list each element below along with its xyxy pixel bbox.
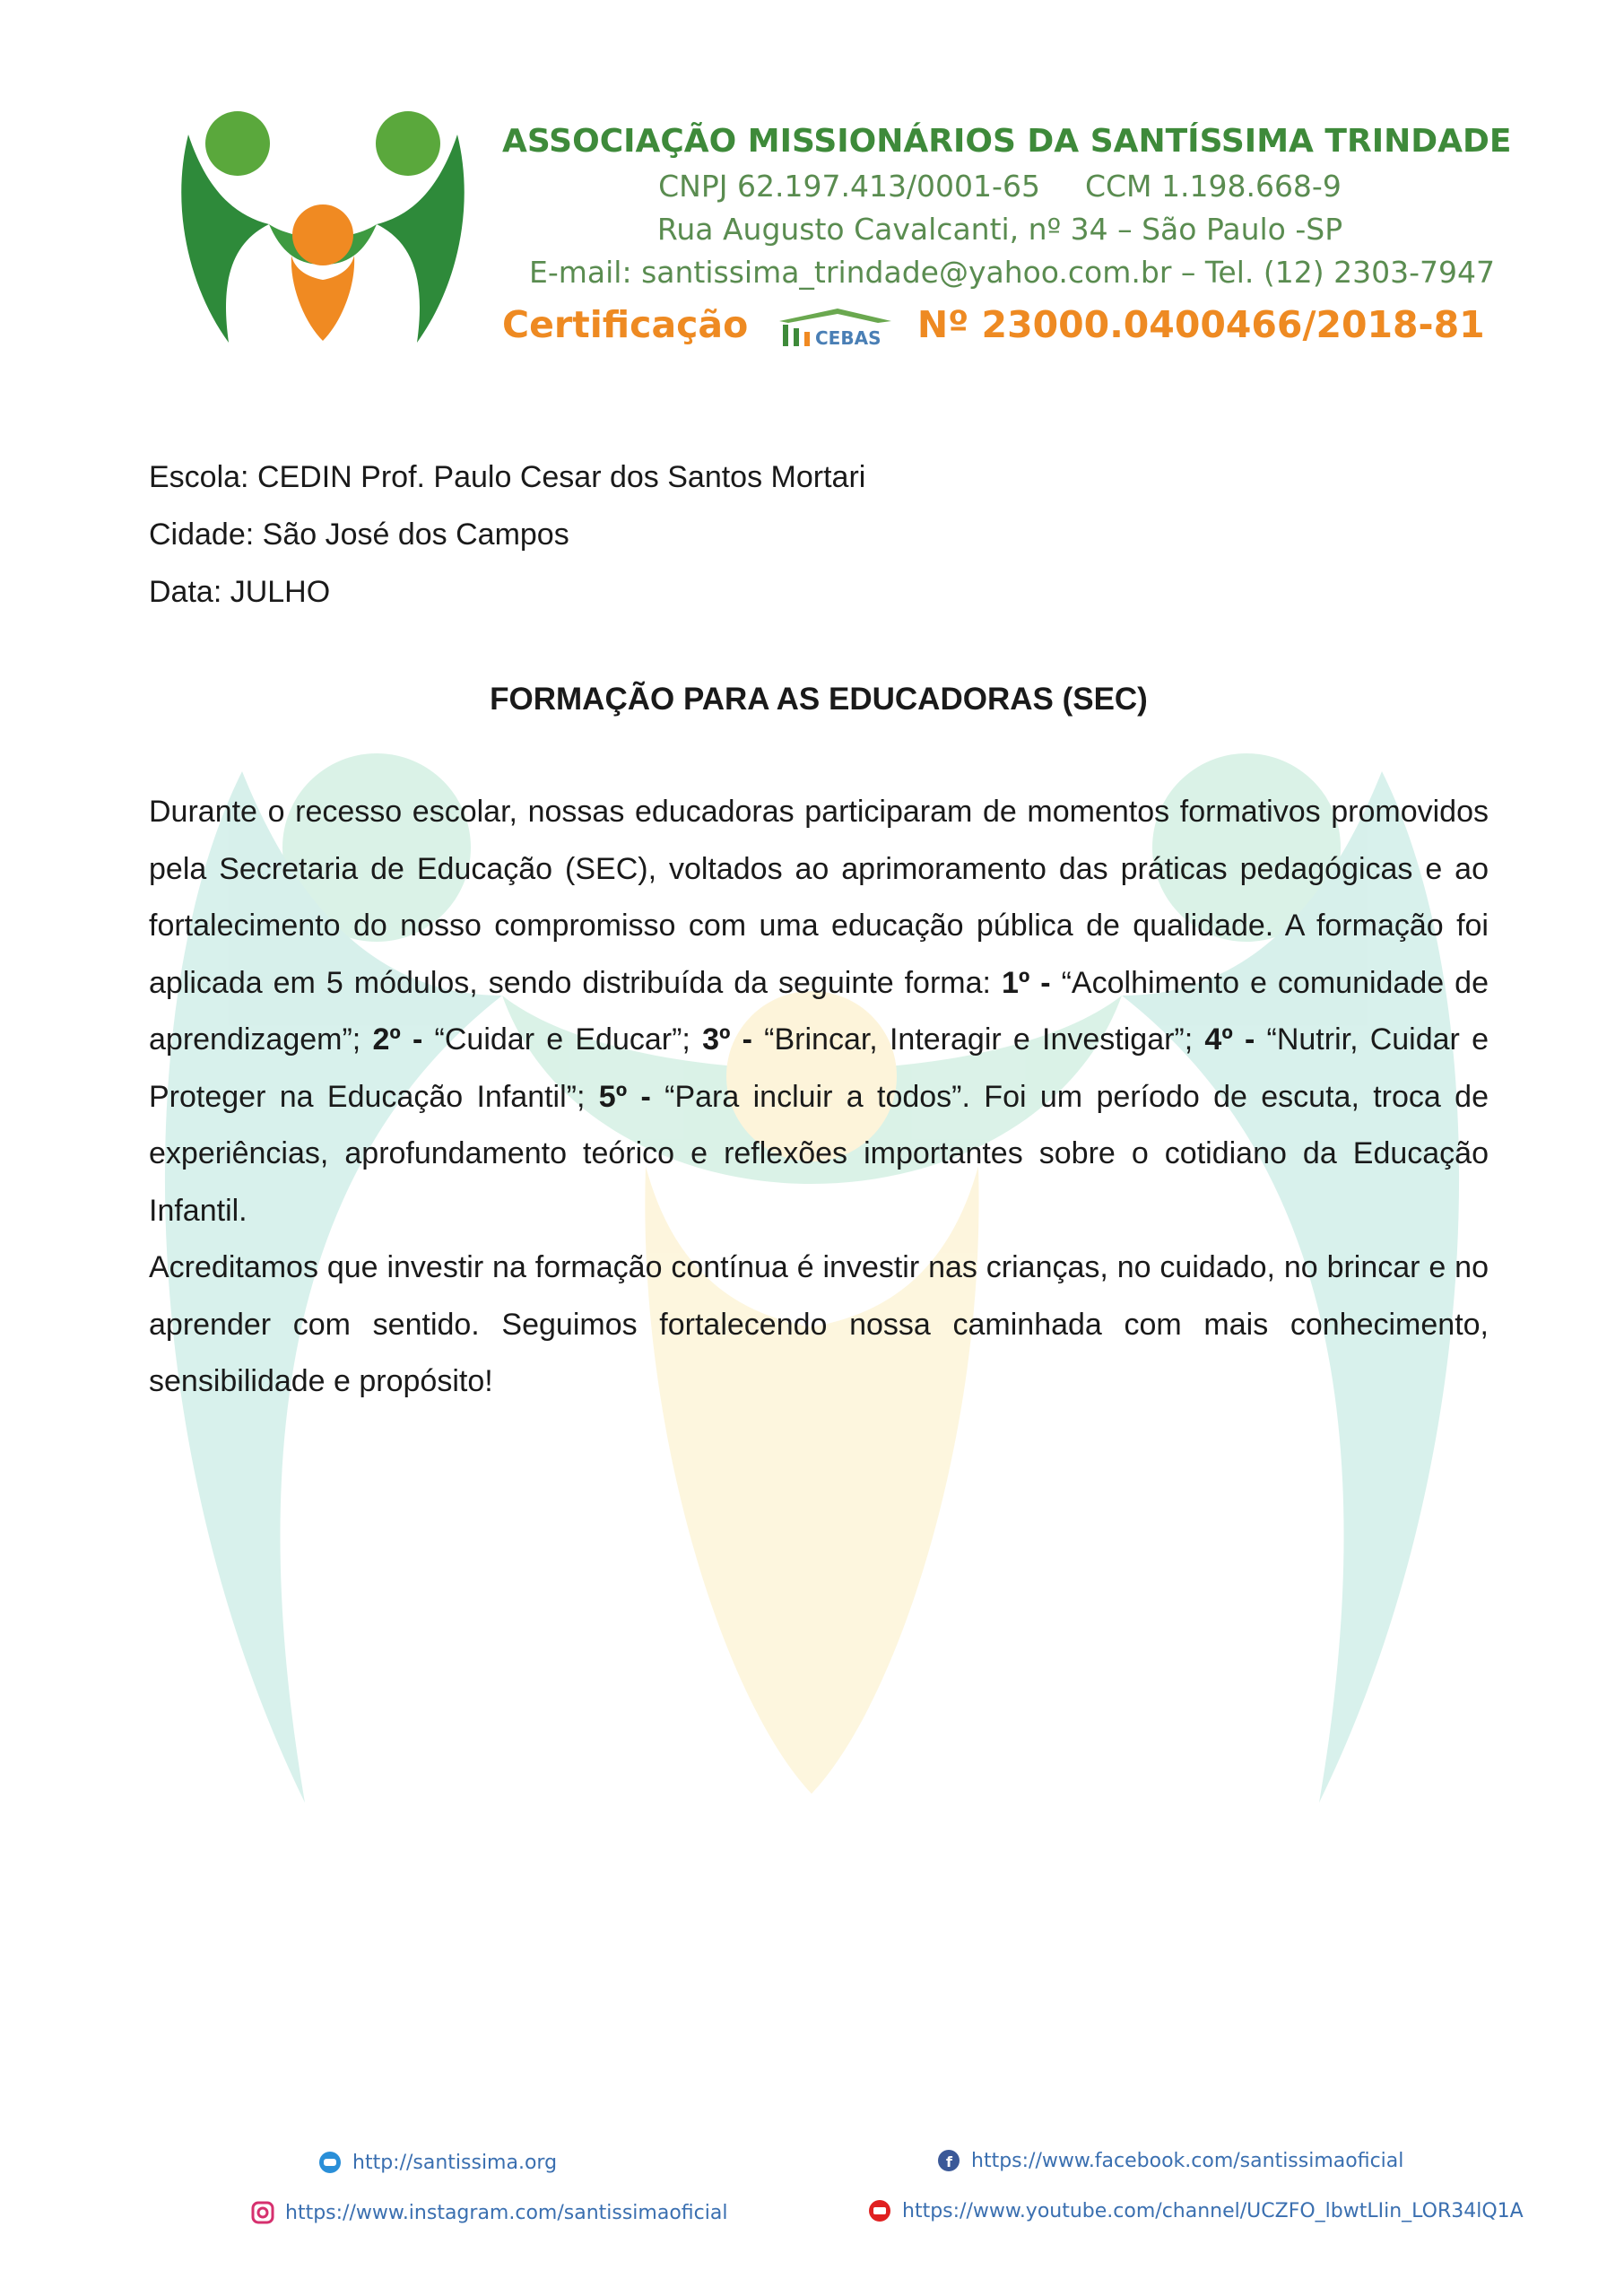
cnpj-number: CNPJ 62.197.413/0001-65 [658,169,1040,204]
web-icon [318,2151,342,2174]
contact-line: E-mail: santissima_trindade@yahoo.com.br – Tel. (12) 2303-7947 [529,255,1495,290]
date-line: Data: JULHO [149,575,331,609]
instagram-url: https://www.instagram.com/santissimaoficial [285,2201,728,2224]
module-1-text: “Acolhimento e comunidade de aprendizagem”; [149,965,1489,1057]
website-url: http://santissima.org [352,2151,558,2174]
letterhead-text [502,118,1512,352]
instagram-link[interactable] [251,2201,727,2224]
svg-text:f: f [946,2153,952,2170]
module-2-text: “Cuidar e Educar”; [422,1022,703,1057]
module-5-text: “Para incluir a todos”. Foi um período de escuta, troca de experiências, aprofundamento teórico e reflexões importantes sobre o cotidiano da Educação Infantil. [149,1079,1489,1228]
youtube-icon [868,2199,891,2222]
paragraph-intro: Durante o recesso escolar, nossas educadoras participaram de momentos formativos promovidos pela Secretaria de Educação (SEC), voltados ao aprimoramento das práticas pedagógicas e ao fortalecimento do nosso compromisso com uma educação pública de qualidade. A formação foi aplicada em 5 módulos, sendo distribuída da seguinte forma: [149,795,1489,1000]
website-link[interactable] [318,2151,557,2174]
cebas-text: CEBAS [814,327,881,349]
module-4-label: 4º - [1204,1022,1255,1057]
youtube-link[interactable] [868,2199,1524,2222]
module-1-label: 1º - [1001,965,1051,1000]
ccm-number: CCM 1.198.668-9 [1084,169,1342,204]
module-3-label: 3º - [702,1022,752,1057]
certification-number: Nº 23000.0400466/2018-81 [916,303,1485,346]
document-body [149,448,1489,1411]
school-line: Escola: CEDIN Prof. Paulo Cesar dos Santos Mortari [149,460,866,494]
document-title: FORMAÇÃO PARA AS EDUCADORAS (SEC) [490,682,1148,717]
certification-label: Certificação [502,303,749,346]
module-2-label: 2º - [372,1022,423,1057]
module-4-text: “Nutrir, Cuidar e Proteger na Educação Infantil”; [149,1022,1489,1114]
city-line: Cidade: São José dos Campos [149,517,569,552]
paragraph-conclusion: Acreditamos que investir na formação contínua é investir nas crianças, no cuidado, no brincar e no aprender com sentido. Seguimos fortalecendo nossa caminhada com mais conhecimento, sensibilidade e propósito! [149,1250,1489,1398]
facebook-icon [937,2149,960,2172]
cebas-logo [770,305,896,350]
youtube-url: https://www.youtube.com/channel/UCZFO_lbwtLIin_LOR34lQ1A [902,2199,1524,2222]
certification-line [502,298,1485,352]
address-line: Rua Augusto Cavalcanti, nº 34 – São Paulo -SP [656,212,1343,247]
organization-name: ASSOCIAÇÃO MISSIONÁRIOS DA SANTÍSSIMA TRINDADE [502,123,1512,160]
module-3-text: “Brincar, Interagir e Investigar”; [751,1022,1205,1057]
footer-links [0,2144,1624,2251]
paragraph-formation [149,784,1489,1239]
organization-logo [170,108,475,359]
letterhead [0,0,1624,377]
facebook-link[interactable] [937,2149,1403,2172]
facebook-url: https://www.facebook.com/santissimaoficial [971,2149,1404,2172]
registration-line [529,165,1471,208]
module-5-label: 5º - [598,1079,651,1114]
instagram-icon [251,2201,274,2224]
